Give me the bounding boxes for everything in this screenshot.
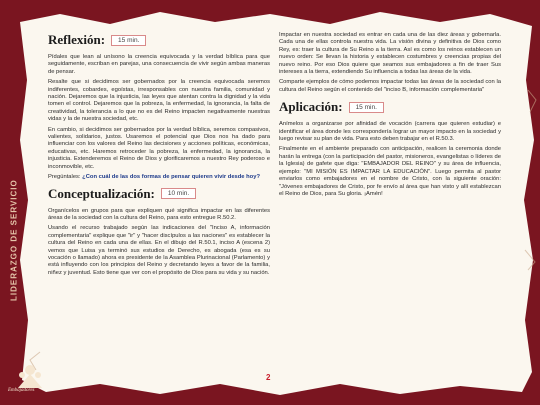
left-column [48, 32, 270, 280]
reflexion-paragraph-3: En cambio, si decidimos ser gobernados por la verdad bíblica, seremos compasivos, valientes, solidarios, justos. Usaremos el potencial que Dios nos ha dado para influenciar con los valores del Reino las decisiones y acciones políticas, económicas, educativas, etc. Haremos retroceder la pobreza, la enfermedad, la ignorancia, la injusticia. Extenderemos el Reino de Dios y glorificaremos a nuestro Rey poderoso e inconmovible, etc. [48, 126, 270, 170]
reflexion-title: Reflexión: [48, 32, 106, 47]
conceptualizacion-heading [48, 186, 270, 202]
aplicacion-paragraph-2: Finalmente en el ambiente preparado con anticipación, realicen la ceremonia donde harán la entrega (con la participación del pastor, misioneros, evangelistas o líderes de la Iglesia) de gafete que diga: "EMBAJADOR DEL REINO" y su área de influencia, ejemplo: "MI MISIÓN ES IMPACTAR LA EDUCACIÓN". Luego permita al pastor enviarlos como embajadores en el nombre de Cristo, con la siguiente oración: "Jóvenes embajadores de Cristo, por fe envío al área que han visto y allí establezcan el Reino de Dios, para Su gloria. ¡Amén! [279, 146, 501, 197]
reflexion-heading [48, 32, 270, 48]
reflexion-question-line [48, 174, 270, 181]
reflexion-paragraph-2: Resalte que si decidimos ser gobernados por la creencia equivocada seremos indiferentes, cobardes, egoístas, irresponsables con nuestra familia, comunidad y nación. Dejaremos que la injusticia, las leyes que atentan contra la dignidad y la vida tomen el control. Dejaremos que la pobreza, la enfermedad, la ignorancia, la falta de creatividad, la tolerancia a lo que no es del Reino impacten negativamente nuestras vidas y la de nuestra sociedad, etc. [48, 79, 270, 123]
intro-paragraph-1: Impactar en nuestra sociedad es entrar en cada una de las diez áreas y gobernarla. Cada una de ellas controla nuestra vida. La visión divina y definitiva de Dios como Rey, es: traer la cultura de Su Reino a la tierra. Así es como los reinos establecen un nuevo orden: Se llevan la historia y establecen costumbres y creencias propias del nuevo reino. Por eso Dios quiere que seamos sus embajadores a fin de traer Sus intereses a la tierra, extendiendo Su influencia a todas las áreas de la vida. [279, 32, 501, 76]
conceptualizacion-time-badge: 10 min. [161, 188, 196, 199]
reflexion-time-badge: 15 min. [111, 35, 146, 46]
aplicacion-time-badge: 15 min. [349, 102, 384, 113]
logo-text: Embajadores [8, 388, 35, 393]
conceptualizacion-title: Conceptualización: [48, 185, 155, 201]
conceptualizacion-paragraph-1: Organícelos en grupos para que expliquen qué significa impactar en las diferentes áreas de la sociedad con la cultura del Reino, para esto entregue R.50.2. [48, 207, 270, 221]
intro-paragraph-2: Comparte ejemplos de cómo podemos impactar todas las áreas de la sociedad con la cultura del Reino según el contenido del "inciso B, información complementaria" [279, 79, 501, 93]
reflexion-paragraph-1: Pídales que lean al unísono la creencia equivocada y la verdad bíblica para que seguidamente, escriban en parejas, una consecuencia de vivir según ambas maneras de pensar. [48, 54, 270, 75]
conceptualizacion-paragraph-2: Usando el recurso trabajado según las indicaciones del "Inciso A, información complementaria" explique que "ir" y "hacer discípulos a las naciones" es establecer la cultura del Reino en cada una de ellas. En el dibujo del R.50.1, inciso A (escena 2) vemos que Luisa ya terminó sus estudios de Derecho, es abogada (esa es su vocación o llamado) ahora es presidente de la Asamblea Plurinacional (Parlamento) y está influyendo con los principios del Reino y decretando leyes a favor de la familia, niñez y juventud. Esto tiene que ver con el propósito de Dios para su vida y su nación. [48, 225, 270, 276]
right-column [279, 32, 501, 201]
reflexion-question: ¿Con cuál de las dos formas de pensar quieren vivir desde hoy? [82, 174, 260, 181]
aplicacion-paragraph-1: Anímelos a organizarse por afinidad de vocación (carrera que quieren estudiar) e identificar el área donde les correspondería lograr un mayor impacto en la sociedad y luego revisar su plan de vida. Para esto deben trabajar en el R.50.3. [279, 121, 501, 143]
question-prefix: Pregúntales: [48, 174, 83, 181]
sidebar-section-label: LIDERAZGO DE SERVICIO [9, 179, 19, 301]
aplicacion-heading [279, 99, 501, 115]
aplicacion-title: Aplicación: [279, 99, 343, 115]
page-number: 2 [266, 373, 271, 382]
